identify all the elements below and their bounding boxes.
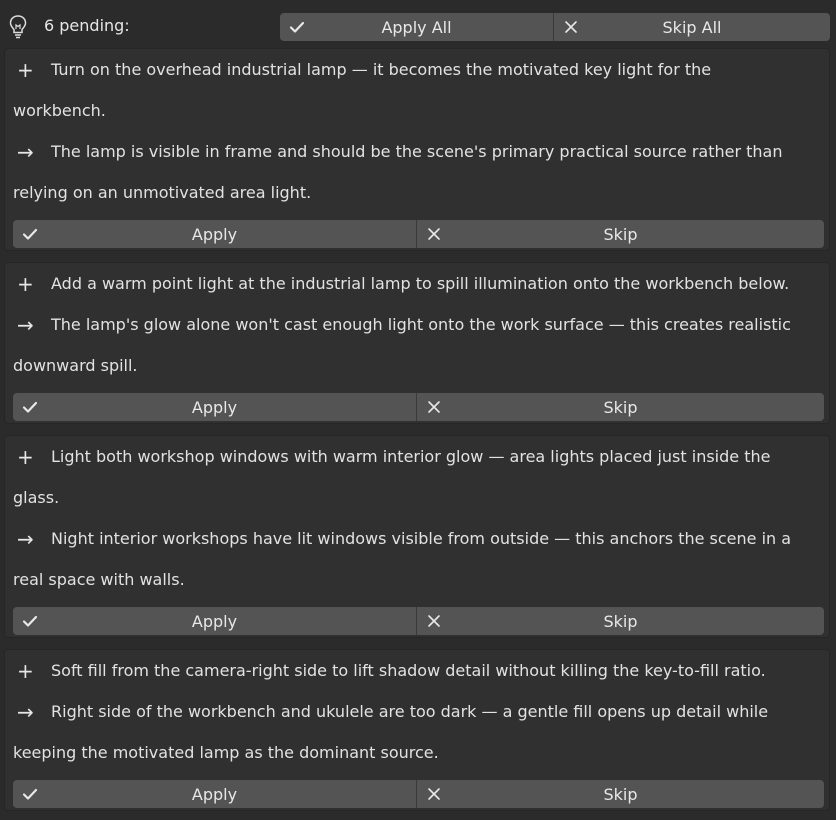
- arrow-right-icon: →: [17, 526, 34, 551]
- apply-label: Apply: [191, 397, 238, 417]
- reason-text-cont: keeping the motivated lamp as the dominant source.: [13, 743, 439, 762]
- reason-text: Night interior workshops have lit windows visible from outside — this anchors the scene in a: [51, 529, 792, 548]
- reason-text: The lamp's glow alone won't cast enough light onto the work surface — this creates realistic: [51, 315, 791, 334]
- pending-count-label: 6 pending:: [44, 16, 130, 35]
- reason-line: [13, 691, 768, 732]
- reason-text-cont: real space with walls.: [13, 570, 185, 589]
- reason-line-cont: [13, 345, 138, 386]
- apply-button[interactable]: [13, 220, 417, 248]
- suggestion-card: [4, 435, 830, 638]
- apply-label: Apply: [191, 784, 238, 804]
- reason-line-cont: [13, 732, 439, 773]
- close-icon: [426, 613, 442, 629]
- reason-line-cont: [13, 172, 311, 213]
- action-line: [13, 436, 770, 477]
- checkmark-icon: [289, 19, 305, 35]
- apply-all-button[interactable]: [280, 13, 554, 41]
- suggestion-card: [4, 262, 830, 424]
- checkmark-icon: [22, 786, 38, 802]
- suggestion-actions: [13, 393, 824, 421]
- lightbulb-icon: [8, 14, 28, 40]
- action-text: Soft fill from the camera-right side to lift shadow detail without killing the key-to-fill ratio.: [51, 661, 766, 680]
- action-line-cont: [13, 90, 106, 131]
- action-text: Light both workshop windows with warm interior glow — area lights placed just inside the: [51, 447, 771, 466]
- checkmark-icon: [22, 399, 38, 415]
- reason-line: [13, 518, 791, 559]
- skip-button[interactable]: [417, 393, 824, 421]
- reason-line: [13, 304, 791, 345]
- close-icon: [426, 399, 442, 415]
- suggestion-actions: [13, 220, 824, 248]
- action-line: [13, 49, 711, 90]
- skip-label: Skip: [603, 784, 638, 804]
- close-icon: [426, 226, 442, 242]
- suggestion-actions: [13, 607, 824, 635]
- skip-all-label: Skip All: [662, 17, 722, 37]
- skip-button[interactable]: [417, 780, 824, 808]
- skip-button[interactable]: [417, 607, 824, 635]
- arrow-right-icon: →: [17, 312, 34, 337]
- apply-button[interactable]: [13, 607, 417, 635]
- apply-label: Apply: [191, 224, 238, 244]
- suggestion-card: [4, 649, 830, 811]
- reason-text-cont: downward spill.: [13, 356, 138, 375]
- arrow-right-icon: →: [17, 139, 34, 164]
- skip-label: Skip: [603, 224, 638, 244]
- apply-label: Apply: [191, 611, 238, 631]
- checkmark-icon: [22, 613, 38, 629]
- skip-label: Skip: [603, 397, 638, 417]
- action-line-cont: [13, 477, 59, 518]
- pending-header: [0, 0, 836, 52]
- action-text: Add a warm point light at the industrial lamp to spill illumination onto the workbench below.: [51, 274, 790, 293]
- arrow-right-icon: →: [17, 699, 34, 724]
- plus-icon: +: [17, 57, 34, 82]
- checkmark-icon: [22, 226, 38, 242]
- reason-text-cont: relying on an unmotivated area light.: [13, 183, 312, 202]
- apply-button[interactable]: [13, 780, 417, 808]
- reason-line-cont: [13, 559, 185, 600]
- plus-icon: +: [17, 271, 34, 296]
- suggestion-actions: [13, 780, 824, 808]
- action-text-cont: glass.: [13, 488, 60, 507]
- suggestion-card: [4, 48, 830, 251]
- action-text-cont: workbench.: [13, 101, 106, 120]
- skip-button[interactable]: [417, 220, 824, 248]
- reason-text: Right side of the workbench and ukulele are too dark — a gentle fill opens up detail while: [51, 702, 769, 721]
- action-line: [13, 263, 789, 304]
- bulk-actions: [280, 13, 830, 41]
- skip-label: Skip: [603, 611, 638, 631]
- apply-all-label: Apply All: [381, 17, 452, 37]
- reason-text: The lamp is visible in frame and should be the scene's primary practical source rather than: [51, 142, 783, 161]
- skip-all-button[interactable]: [554, 13, 830, 41]
- close-icon: [563, 19, 579, 35]
- plus-icon: +: [17, 658, 34, 683]
- action-line: [13, 650, 766, 691]
- apply-button[interactable]: [13, 393, 417, 421]
- plus-icon: +: [17, 444, 34, 469]
- action-text: Turn on the overhead industrial lamp — it becomes the motivated key light for the: [51, 60, 712, 79]
- close-icon: [426, 786, 442, 802]
- reason-line: [13, 131, 782, 172]
